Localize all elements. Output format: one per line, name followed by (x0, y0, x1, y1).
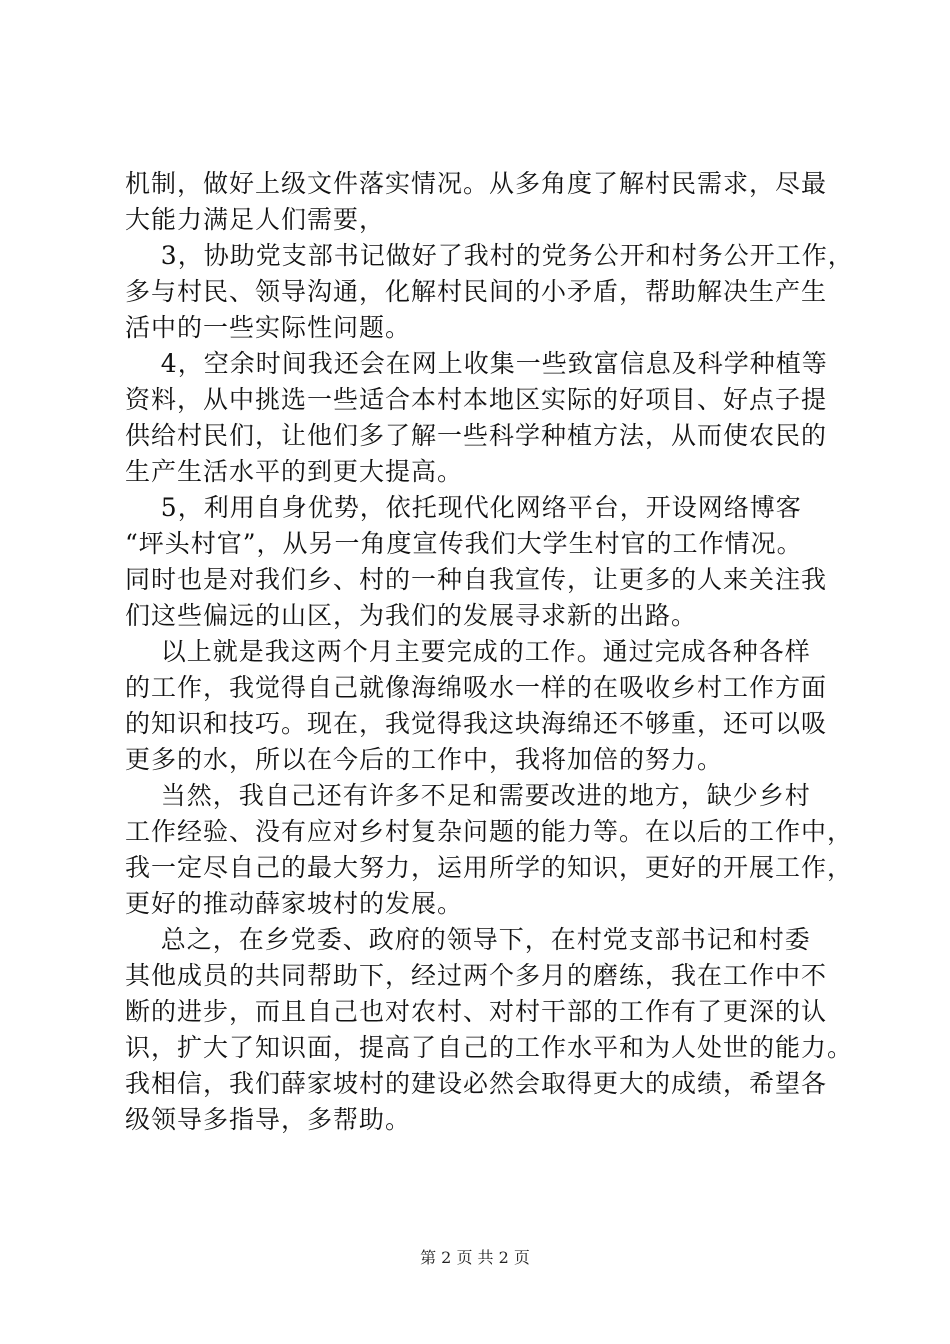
text-line: 的知识和技巧。现在，我觉得我这块海绵还不够重，还可以吸 (125, 709, 828, 738)
text-line: 们这些偏远的山区，为我们的发展寻求新的出路。 (125, 601, 698, 630)
text-line: 以上就是我这两个月主要完成的工作。通过完成各种各样 (125, 637, 811, 666)
document-body (125, 166, 854, 1138)
text-line: “坪头村官”，从另一角度宣传我们大学生村官的工作情况。 (125, 529, 803, 558)
text-line: 工作经验、没有应对乡村复杂问题的能力等。在以后的工作中， (125, 817, 854, 846)
text-line: 活中的一些实际性问题。 (125, 313, 412, 342)
text-line: 多与村民、领导沟通，化解村民间的小矛盾，帮助解决生产生 (125, 277, 828, 306)
text-line: 的工作，我觉得自己就像海绵吸水一样的在吸收乡村工作方面 (125, 673, 828, 702)
text-line: 同时也是对我们乡、村的一种自我宣传，让更多的人来关注我 (125, 565, 828, 594)
text-line: 总之，在乡党委、政府的领导下，在村党支部书记和村委 (125, 925, 811, 954)
text-line: 当然，我自己还有许多不足和需要改进的地方，缺少乡村 (125, 781, 811, 810)
page-number-label: 第 2 页 共 2 页 (420, 1248, 530, 1267)
page-footer (0, 1245, 950, 1268)
text-line: 大能力满足人们需要， (125, 205, 386, 234)
text-line: 识，扩大了知识面，提高了自己的工作水平和为人处世的能力。 (125, 1033, 854, 1062)
text-line: 更多的水，所以在今后的工作中，我将加倍的努力。 (125, 745, 724, 774)
text-line: 资料，从中挑选一些适合本村本地区实际的好项目、好点子提 (125, 385, 828, 414)
text-line: 供给村民们，让他们多了解一些科学种植方法，从而使农民的 (125, 421, 828, 450)
text-line: 更好的推动薛家坡村的发展。 (125, 889, 464, 918)
text-line: 我一定尽自己的最大努力，运用所学的知识，更好的开展工作， (125, 853, 854, 882)
text-line: 4，空余时间我还会在网上收集一些致富信息及科学种植等 (125, 349, 828, 378)
text-line: 3，协助党支部书记做好了我村的党务公开和村务公开工作， (125, 241, 854, 270)
text-line: 级领导多指导，多帮助。 (125, 1105, 412, 1134)
text-line: 生产生活水平的到更大提高。 (125, 457, 464, 486)
text-line: 其他成员的共同帮助下，经过两个多月的磨练，我在工作中不 (125, 961, 828, 990)
text-line: 我相信，我们薛家坡村的建设必然会取得更大的成绩，希望各 (125, 1069, 828, 1098)
text-line: 5，利用自身优势，依托现代化网络平台，开设网络博客 (125, 493, 802, 522)
text-line: 断的进步，而且自己也对农村、对村干部的工作有了更深的认 (125, 997, 828, 1026)
text-line: 机制，做好上级文件落实情况。从多角度了解村民需求，尽最 (125, 169, 828, 198)
